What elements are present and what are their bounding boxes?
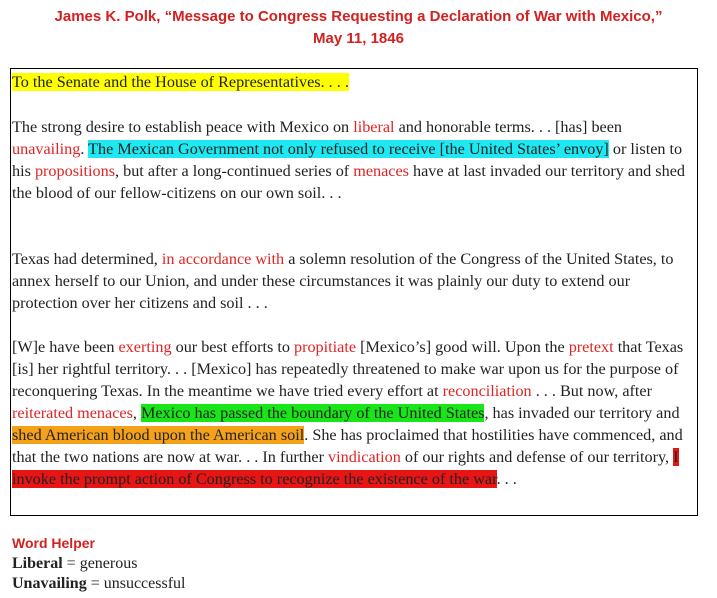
salutation-paragraph <box>12 71 697 93</box>
text: our best efforts to <box>171 338 294 356</box>
text: . <box>80 140 89 158</box>
text: a solemn resolution of the Congress of the United States, to annex herself to our Union, and under these circumstances it was plainly our duty to extend our protection over her citizens and soil . . . <box>12 250 674 312</box>
vocab-word: unavailing <box>12 140 81 158</box>
vocab-word: in accordance with <box>161 250 285 268</box>
text: . . . But now, after <box>531 382 652 400</box>
text: . . . <box>496 470 517 488</box>
text: and honorable terms. . . [has] been <box>394 118 623 136</box>
vocab-word: reiterated menaces <box>12 404 133 422</box>
paragraph-3 <box>12 336 697 490</box>
text: of our rights and defense of our territory, <box>400 448 674 466</box>
vocab-word: propitiate <box>293 338 357 356</box>
text: . She has proclaimed that hostilities have commenced, and that the two nations are now at war. . . In further <box>12 426 683 466</box>
helper-definition: generous <box>79 555 138 572</box>
highlight-orange: shed American blood upon the American soil <box>12 426 305 444</box>
highlight-cyan: The Mexican Government not only refused to receive [the United States’ envoy] <box>88 140 609 158</box>
vocab-word: pretext <box>568 338 614 356</box>
text: or listen to his <box>12 140 683 180</box>
helper-term: Liberal <box>12 555 63 572</box>
helper-separator: = <box>62 555 80 572</box>
vocab-word: reconciliation <box>442 382 532 400</box>
helper-definition: unsuccessful <box>103 575 186 592</box>
helper-separator: = <box>86 575 104 592</box>
text: [W]e have been <box>12 338 119 356</box>
paragraph-2 <box>12 248 697 314</box>
document-title <box>0 6 717 50</box>
word-helper-item <box>12 555 137 573</box>
paragraph-1 <box>12 116 697 204</box>
text: have at last invaded our territory and shed the blood of our fellow-citizens on our own soil. . . <box>12 162 685 202</box>
text: , <box>132 404 141 422</box>
text: [Mexico’s] good will. Upon the <box>356 338 569 356</box>
word-helper-item <box>12 575 185 593</box>
title-line-2: May 11, 1846 <box>313 30 404 47</box>
highlight-yellow: To the Senate and the House of Representatives. . . . <box>12 73 349 91</box>
text: that Texas [is] her rightful territory. . . [Mexico] has repeatedly threatened to make war upon us for the purpose of reconquering Texas. In the meantime we have tried every effort at <box>12 338 684 400</box>
highlight-red: I invoke the prompt action of Congress to recognize the existence of the war <box>12 448 679 488</box>
vocab-word: propositions <box>34 162 115 180</box>
vocab-word: vindication <box>328 448 401 466</box>
text: , but after a long-continued series of <box>115 162 354 180</box>
word-helper-heading: Word Helper <box>12 535 95 551</box>
text: The strong desire to establish peace with Mexico on <box>12 118 354 136</box>
text: , has invaded our territory and <box>484 404 680 422</box>
title-line-1: James K. Polk, “Message to Congress Requesting a Declaration of War with Mexico,” <box>54 8 663 25</box>
vocab-word: exerting <box>118 338 172 356</box>
vocab-word: menaces <box>353 162 409 180</box>
vocab-word: liberal <box>353 118 395 136</box>
helper-term: Unavailing <box>12 575 87 592</box>
text: Texas had determined, <box>12 250 162 268</box>
highlight-green: Mexico has passed the boundary of the United States <box>140 404 485 422</box>
